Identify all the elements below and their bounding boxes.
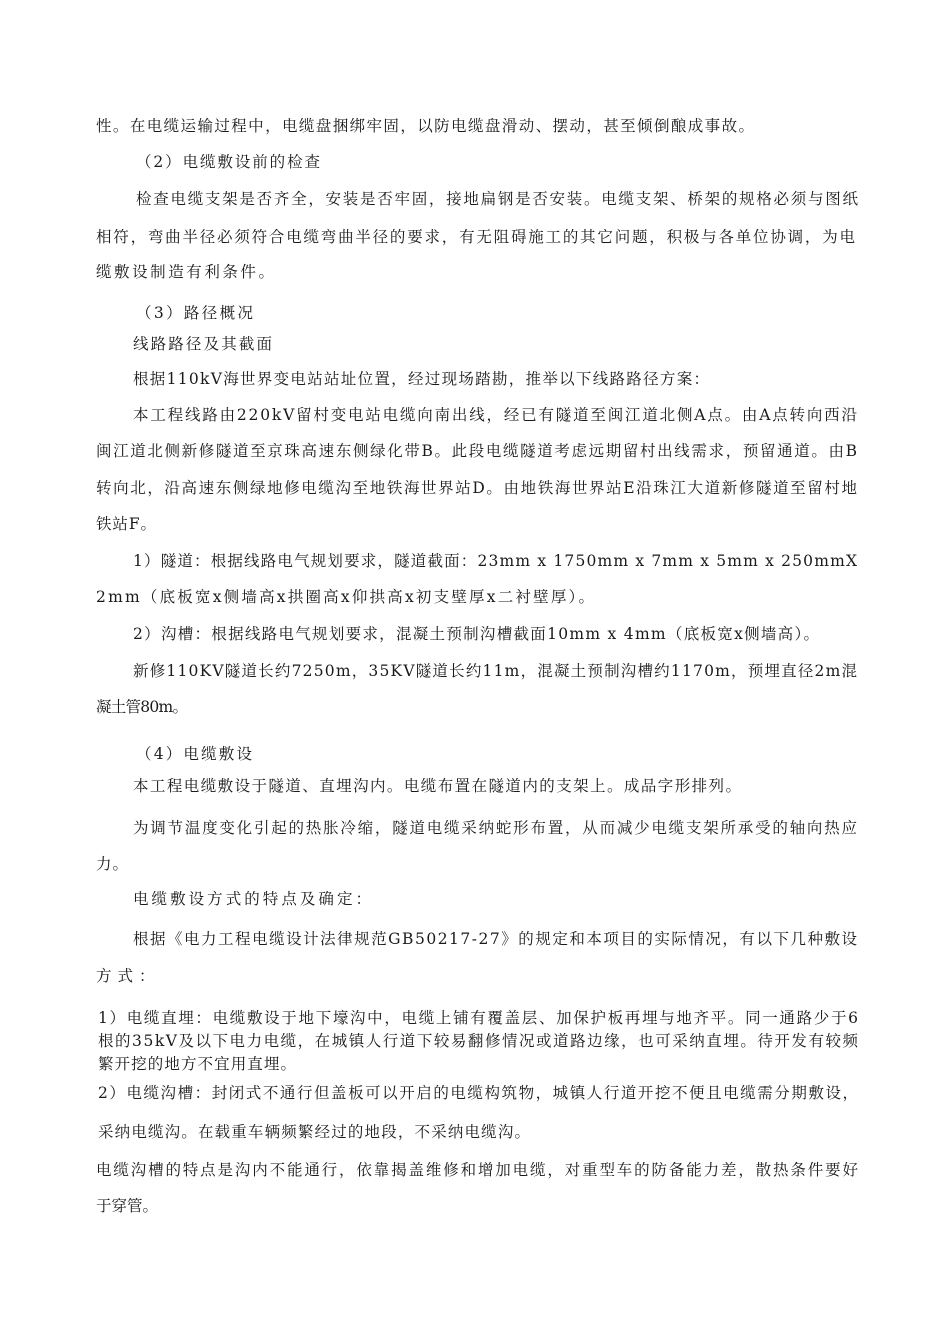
- paragraph-line: 本工程线路由220kV留村变电站电缆向南出线，经已有隧道至闽江道北侧A点。由A点转向西沿: [133, 406, 859, 424]
- section-heading-route-overview: （3）路径概况: [136, 304, 256, 322]
- subheading-route-and-section: 线路路径及其截面: [133, 335, 275, 353]
- paragraph-line: 性。在电缆运输过程中，电缆盘捆绑牢固，以防电缆盘滑动、摆动，甚至倾倒酿成事故。: [96, 117, 756, 135]
- paragraph-line: 凝土管80m。: [96, 698, 188, 716]
- paragraph-line: 于穿管。: [96, 1197, 158, 1215]
- paragraph-line: 转向北，沿高速东侧绿地修电缆沟至地铁海世界站D。由地铁海世界站E沿珠江大道新修隧道至留村地: [96, 479, 859, 497]
- paragraph-line: 2）沟槽：根据线路电气规划要求，混凝土预制沟槽截面10mm x 4mm（底板宽x侧墙高）。: [133, 625, 821, 643]
- paragraph-line: 缆敷设制造有利条件。: [96, 263, 277, 281]
- paragraph-line: 1）电缆直埋：电缆敷设于地下壕沟中，电缆上铺有覆盖层、加保护板再埋与地齐平。同一通路少于6: [98, 1009, 860, 1027]
- paragraph-line: 根的35kV及以下电力电缆，在城镇人行道下较易翻修情况或道路边缘，也可采纳直埋。待开发有较频: [98, 1032, 860, 1050]
- paragraph-line: 电缆敷设方式的特点及确定：: [133, 890, 375, 908]
- paragraph-line: 相符，弯曲半径必须符合电缆弯曲半径的要求，有无阻碍施工的其它问题，积极与各单位协调，为电: [96, 228, 857, 246]
- paragraph-line: 2mm（底板宽x侧墙高x拱圈高x仰拱高x初支壁厚x二衬壁厚）。: [96, 588, 597, 606]
- paragraph-line: 电缆沟槽的特点是沟内不能通行，依靠揭盖维修和增加电缆，对重型车的防备能力差，散热条件要好: [96, 1161, 860, 1179]
- paragraph-line: 力。: [96, 855, 129, 873]
- paragraph-line: 2）电缆沟槽：封闭式不通行但盖板可以开启的电缆构筑物，城镇人行道开挖不便且电缆需分期敷设，: [98, 1084, 860, 1102]
- paragraph-line: 采纳电缆沟。在载重车辆频繁经过的地段，不采纳电缆沟。: [98, 1123, 532, 1141]
- section-heading-cable-laying-check: （2）电缆敷设前的检查: [136, 153, 322, 171]
- paragraph-line: 闽江道北侧新修隧道至京珠高速东侧绿化带B。此段电缆隧道考虑远期留村出线需求，预留通道。由B: [96, 442, 859, 460]
- paragraph-line: 检查电缆支架是否齐全，安装是否牢固，接地扁钢是否安装。电缆支架、桥架的规格必须与图纸: [136, 190, 860, 208]
- paragraph-line: 为调节温度变化引起的热胀冷缩，隧道电缆采纳蛇形布置，从而减少电缆支架所承受的轴向热应: [133, 819, 859, 837]
- paragraph-line: 根据《电力工程电缆设计法律规范GB50217-27》的规定和本项目的实际情况，有以下几种敷设: [133, 930, 859, 948]
- paragraph-line: 方式：: [96, 967, 161, 985]
- paragraph-line: 1）隧道：根据线路电气规划要求，隧道截面：23mm x 1750mm x 7mm x 5mm x 250mmX: [133, 552, 859, 570]
- paragraph-line: 铁站F。: [96, 515, 157, 533]
- paragraph-line: 本工程电缆敷设于隧道、直埋沟内。电缆布置在隧道内的支架上。成品字形排列。: [133, 777, 743, 795]
- section-heading-cable-laying: （4）电缆敷设: [136, 745, 255, 763]
- paragraph-line: 新修110KV隧道长约7250m，35KV隧道长约11m，混凝土预制沟槽约1170m，预埋直径2m混: [133, 662, 859, 680]
- paragraph-line: 繁开挖的地方不宜用直埋。: [98, 1055, 298, 1073]
- paragraph-line: 根据110kV海世界变电站站址位置，经过现场踏勘，推举以下线路路径方案：: [133, 370, 711, 388]
